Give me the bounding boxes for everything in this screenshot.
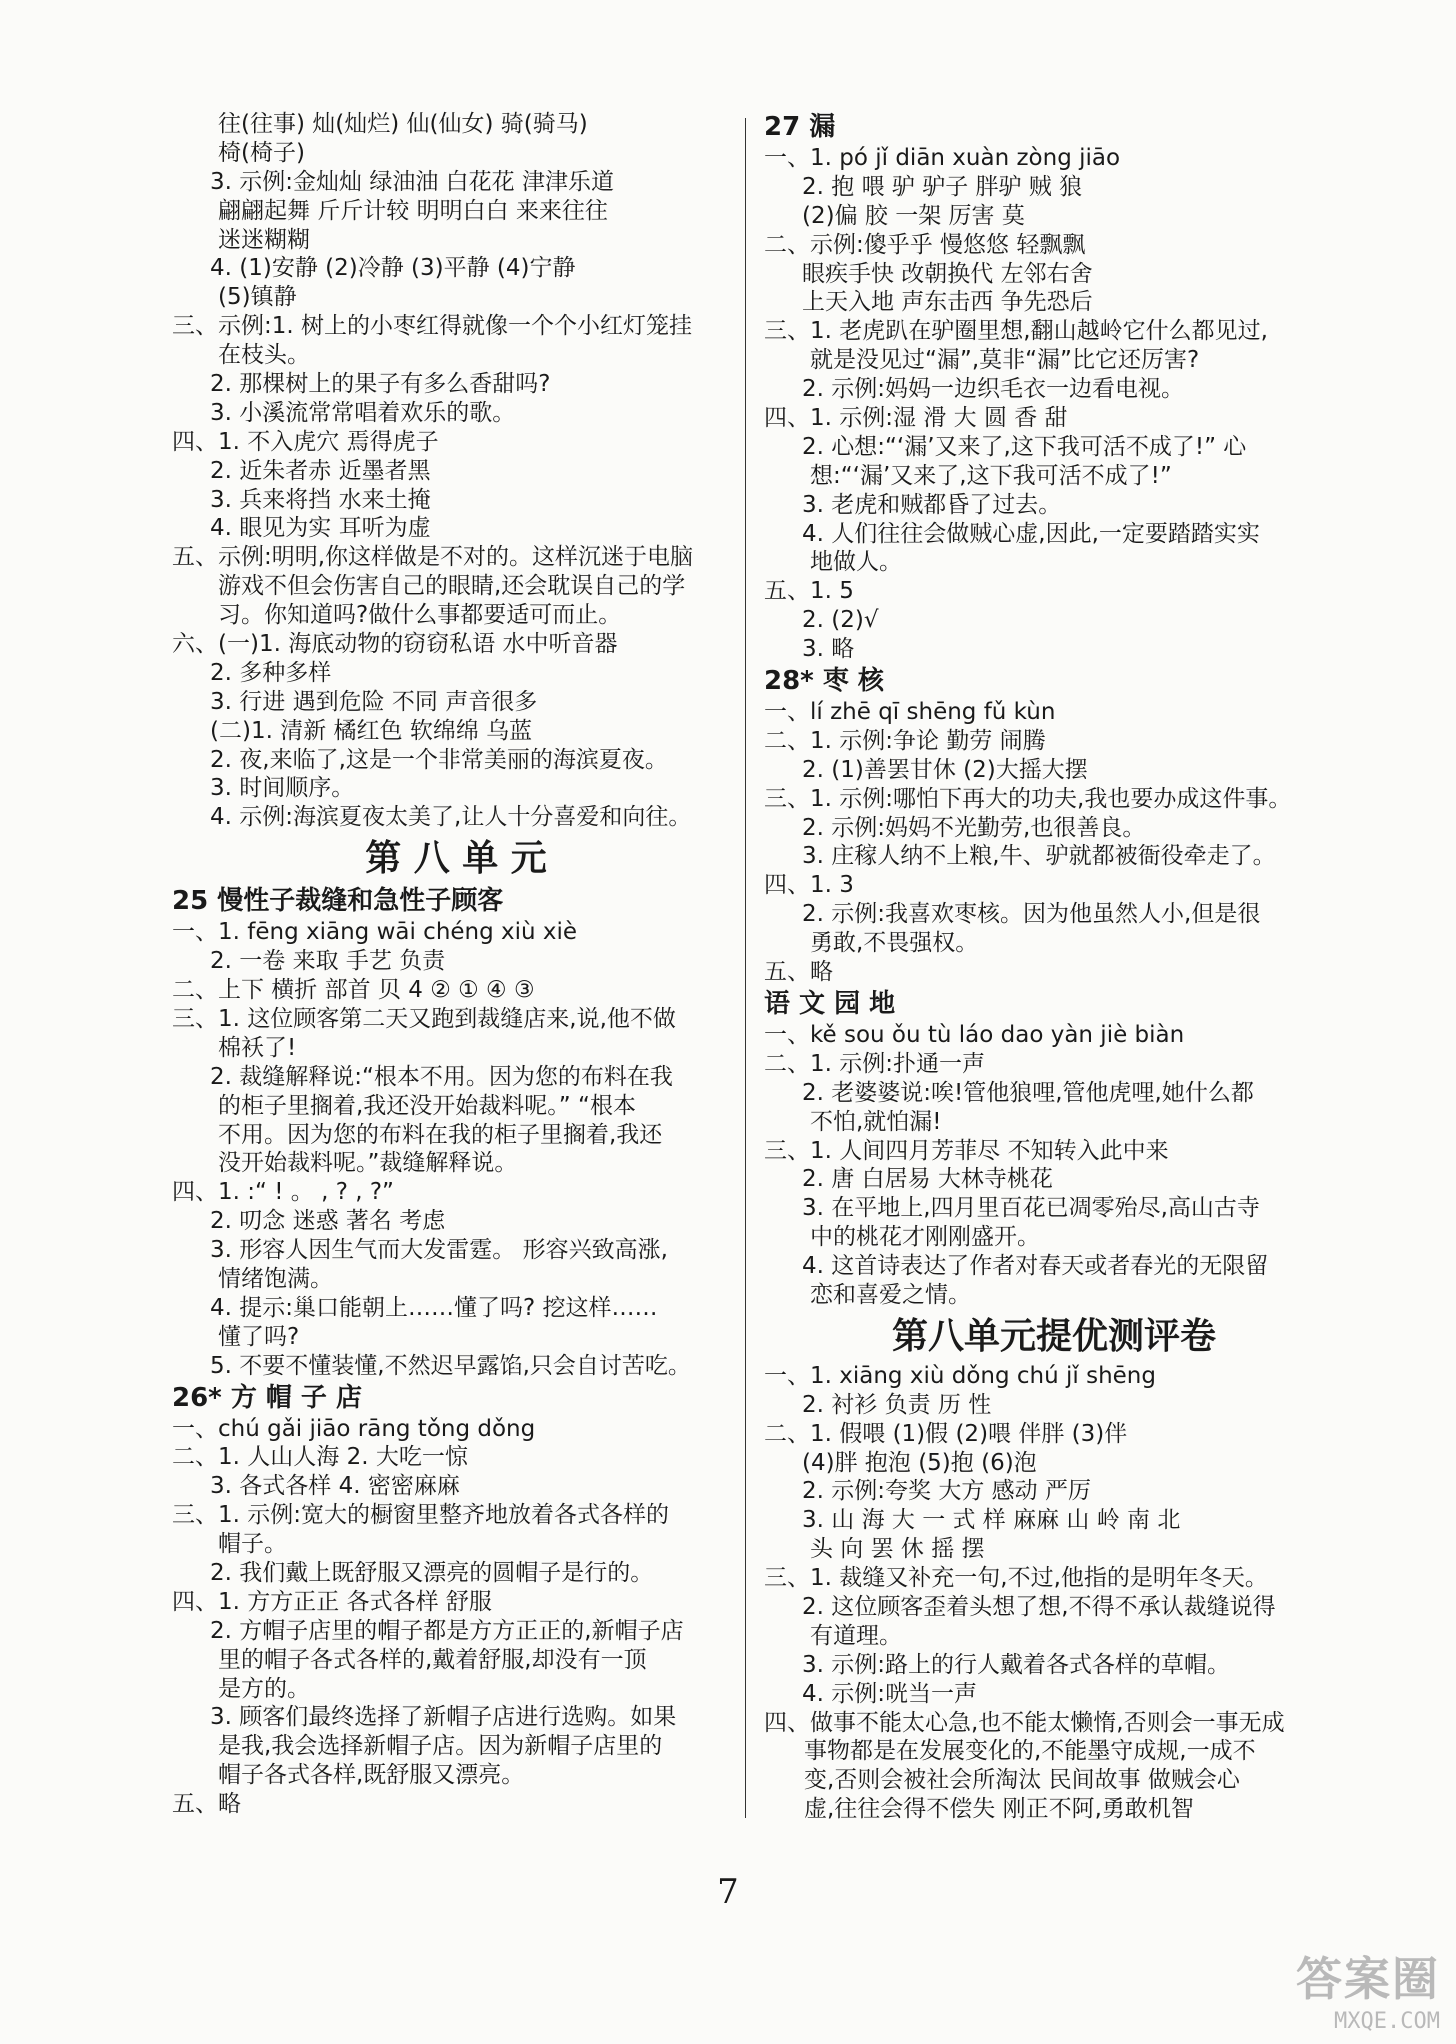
answer-line: 2. 这位顾客歪着头想了想,不得不承认裁缝说得 (802, 1593, 1276, 1620)
answer-line: 三、1. 示例:宽大的橱窗里整齐地放着各式各样的 (172, 1502, 670, 1529)
answer-line: 4. 眼见为实 耳听为虚 (210, 515, 431, 542)
answer-line: 没开始裁料呢。”裁缝解释说。 (218, 1150, 518, 1177)
answer-line: 棉袄了! (218, 1034, 297, 1061)
left-column (172, 110, 740, 1819)
answer-line: 3. 时间顺序。 (210, 775, 355, 802)
answer-line: 三、示例:1. 树上的小枣红得就像一个个小红灯笼挂 (172, 313, 693, 340)
answer-line: 四、1. 3 (764, 872, 854, 899)
answer-line: 3. 兵来将挡 水来土掩 (210, 486, 431, 513)
answer-line: 二、1. 示例:争论 勤劳 闹腾 (764, 727, 1046, 754)
answer-line: 2. 叨念 迷惑 著名 考虑 (210, 1208, 446, 1235)
answer-line: 3. 行进 遇到危险 不同 声音很多 (210, 688, 538, 715)
answer-line: 2. 多种多样 (210, 659, 332, 686)
answer-line: 四、1. 方方正正 各式各样 舒服 (172, 1588, 492, 1615)
answer-line: 3. 山 海 大 一 式 样 麻麻 山 岭 南 北 (802, 1507, 1181, 1534)
answer-line: 4. 这首诗表达了作者对春天或者春光的无限留 (802, 1253, 1269, 1280)
answer-line: 3. 小溪流常常唱着欢乐的歌。 (210, 399, 516, 426)
answer-line: 4. 示例:咣当一声 (802, 1680, 978, 1707)
answer-line: 四、1. 示例:湿 滑 大 圆 香 甜 (764, 405, 1068, 432)
answer-line: 一、lí zhē qī shēng fǔ kùn (764, 699, 1056, 726)
section-heading: 25 慢性子裁缝和急性子顾客 (172, 886, 504, 917)
answer-line: (5)镇静 (218, 284, 297, 311)
section-heading: 语 文 园 地 (764, 988, 896, 1019)
answer-line: 头 向 罢 休 摇 摆 (810, 1536, 985, 1563)
answer-line: 情绪饱满。 (218, 1265, 333, 1292)
answer-line: 游戏不但会伤害自己的眼睛,还会耽误自己的学 (218, 573, 686, 600)
answer-line: 想:“‘漏’又来了,这下我可活不成了!” (810, 462, 1172, 489)
answer-line: 2. (2)√ (802, 607, 879, 634)
section-heading: 27 漏 (764, 112, 836, 142)
answer-line: 2. 方帽子店里的帽子都是方方正正的,新帽子店 (210, 1617, 684, 1644)
answer-line: (二)1. 清新 橘红色 软绵绵 乌蓝 (210, 717, 533, 744)
answer-line: 有道理。 (810, 1622, 902, 1649)
answer-line: 四、做事不能太心急,也不能太懒惰,否则会一事无成 (764, 1709, 1285, 1736)
answer-line: 一、1. xiāng xiù dǒng chú jǐ shēng (764, 1362, 1156, 1389)
answer-line: 三、1. 人间四月芳菲尽 不知转入此中来 (764, 1137, 1169, 1164)
answer-line: 二、1. 人山人海 2. 大吃一惊 (172, 1444, 468, 1471)
answer-line: 2. 那棵树上的果子有多么香甜吗? (210, 371, 551, 398)
answer-line: 五、略 (172, 1791, 241, 1818)
answer-line: 变,否则会被社会所淘汰 民间故事 做贼会心 (804, 1767, 1240, 1794)
answer-line: 2. 衬衫 负责 历 性 (802, 1391, 992, 1418)
answer-line: 是方的。 (218, 1675, 310, 1702)
answer-line: 三、1. 老虎趴在驴圈里想,翻山越岭它什么都见过, (764, 318, 1268, 345)
answer-line: 3. 示例:路上的行人戴着各式各样的草帽。 (802, 1651, 1231, 1678)
answer-line: 二、1. 示例:扑通一声 (764, 1050, 986, 1077)
answer-line: 一、chú gǎi jiāo rāng tǒng dǒng (172, 1415, 536, 1442)
answer-line: 5. 不要不懂装懂,不然迟早露馅,只会自讨苦吃。 (210, 1352, 691, 1379)
answer-line: 椅(椅子) (218, 139, 305, 166)
answer-line: 翩翩起舞 斤斤计较 明明白白 来来往往 (218, 197, 608, 224)
answer-line: 不怕,就怕漏! (810, 1108, 942, 1135)
answer-line: 事物都是在发展变化的,不能墨守成规,一成不 (804, 1738, 1256, 1765)
answer-line: 就是没见过“漏”,莫非“漏”比它还厉害? (810, 347, 1200, 374)
answer-line: 2. 裁缝解释说:“根本不用。因为您的布料在我 (210, 1063, 673, 1090)
answer-line: 2. 老婆婆说:唉!管他狼哩,管他虎哩,她什么都 (802, 1079, 1254, 1106)
answer-line: 四、1. :“ ! 。 , ? , ?” (172, 1179, 394, 1206)
answer-line: 二、上下 横折 部首 贝 4 ② ① ④ ③ (172, 977, 535, 1004)
unit-heading: 第 八 单 元 (365, 837, 547, 880)
answer-line: 2. 夜,来临了,这是一个非常美丽的海滨夏夜。 (210, 746, 668, 773)
answer-line: 2. 示例:妈妈不光勤劳,也很善良。 (802, 814, 1146, 841)
page-number: 7 (717, 1872, 739, 1912)
answer-line: 2. 近朱者赤 近墨者黑 (210, 457, 431, 484)
answer-line: 中的桃花才刚刚盛开。 (810, 1224, 1040, 1251)
answer-line: 在枝头。 (218, 342, 310, 369)
answer-line: 的柜子里搁着,我还没开始裁料呢。” “根本 (218, 1092, 636, 1119)
answer-line: 迷迷糊糊 (218, 226, 310, 253)
watermark (1296, 1943, 1440, 2034)
watermark-url: MXQE.COM (1334, 2009, 1440, 2034)
answer-line: 二、示例:傻乎乎 慢悠悠 轻飘飘 (764, 231, 1086, 258)
answer-line: 2. 我们戴上既舒服又漂亮的圆帽子是行的。 (210, 1559, 654, 1586)
section-heading: 28* 枣 核 (764, 666, 884, 697)
answer-line: 2. 示例:妈妈一边织毛衣一边看电视。 (802, 376, 1185, 403)
answer-line: 3. 示例:金灿灿 绿油油 白花花 津津乐道 (210, 168, 614, 195)
answer-line: 五、略 (764, 959, 833, 986)
answer-line: 2. 心想:“‘漏’又来了,这下我可活不成了!” 心 (802, 433, 1247, 460)
answer-line: 一、1. fēng xiāng wāi chéng xiù xiè (172, 919, 578, 946)
answer-line: 是我,我会选择新帽子店。因为新帽子店里的 (218, 1733, 663, 1760)
answer-line: 五、1. 5 (764, 578, 854, 605)
answer-line: 2. 抱 喂 驴 驴子 胖驴 贼 狼 (802, 173, 1083, 200)
answer-line: 2. 一卷 来取 手艺 负责 (210, 948, 446, 975)
answer-line: 地做人。 (810, 549, 902, 576)
answer-line: 三、1. 裁缝又补充一句,不过,他指的是明年冬天。 (764, 1565, 1268, 1592)
right-column (764, 110, 1344, 1824)
answer-line: 勇敢,不畏强权。 (810, 930, 979, 957)
answer-line: 3. 各式各样 4. 密密麻麻 (210, 1473, 460, 1500)
answer-line: 三、1. 示例:哪怕下再大的功夫,我也要办成这件事。 (764, 785, 1292, 812)
unit-heading: 第八单元提优测评卷 (891, 1314, 1216, 1357)
answer-line: 虚,往往会得不偿失 刚正不阿,勇敢机智 (804, 1796, 1194, 1823)
answer-line: 帽子。 (218, 1531, 287, 1558)
answer-line: (2)偏 胶 一架 厉害 莫 (802, 202, 1025, 229)
answer-line: 帽子各式各样,既舒服又漂亮。 (218, 1762, 525, 1789)
watermark-logo: 答案圈 (1296, 1952, 1440, 2006)
answer-line: 2. 唐 白居易 大林寺桃花 (802, 1166, 1053, 1193)
answer-line: 三、1. 这位顾客第二天又跑到裁缝店来,说,他不做 (172, 1005, 676, 1032)
answer-line: 3. 形容人因生气而大发雷霆。 形容兴致高涨, (210, 1237, 668, 1264)
answer-line: 2. 示例:夸奖 大方 感动 严厉 (802, 1478, 1091, 1505)
answer-line: 往(往事) 灿(灿烂) 仙(仙女) 骑(骑马) (218, 111, 588, 137)
answer-line: 不用。因为您的布料在我的柜子里搁着,我还 (218, 1121, 663, 1148)
answer-line: 4. 提示:巢口能朝上……懂了吗? 挖这样…… (210, 1294, 658, 1321)
answer-line: 4. (1)安静 (2)冷静 (3)平静 (4)宁静 (210, 255, 576, 282)
answer-line: 四、1. 不入虎穴 焉得虎子 (172, 428, 439, 455)
answer-line: 六、(一)1. 海底动物的窃窃私语 水中听音器 (172, 631, 618, 658)
answer-line: 上天入地 声东击西 争先恐后 (802, 289, 1093, 316)
answer-line: 习。你知道吗?做什么事都要适可而止。 (218, 602, 622, 629)
answer-line: 4. 人们往往会做贼心虚,因此,一定要踏踏实实 (802, 520, 1260, 547)
answer-line: 二、1. 假喂 (1)假 (2)喂 伴胖 (3)伴 (764, 1420, 1128, 1447)
answer-line: 一、kě sou ǒu tù láo dao yàn jiè biàn (764, 1021, 1185, 1048)
answer-line: 3. 略 (802, 636, 855, 663)
answer-line: 3. 老虎和贼都昏了过去。 (802, 491, 1062, 518)
answer-line: 3. 庄稼人纳不上粮,牛、驴就都被衙役牵走了。 (802, 843, 1276, 870)
answer-line: 3. 顾客们最终选择了新帽子店进行选购。如果 (210, 1704, 677, 1731)
answer-line: 2. (1)善罢甘休 (2)大摇大摆 (802, 756, 1088, 783)
answer-line: 4. 示例:海滨夏夜太美了,让人十分喜爱和向往。 (210, 804, 692, 831)
answer-line: 懂了吗? (218, 1323, 300, 1350)
answer-line: 眼疾手快 改朝换代 左邻右舍 (802, 260, 1093, 287)
answer-line: (4)胖 抱泡 (5)抱 (6)泡 (802, 1449, 1037, 1476)
answer-line: 2. 示例:我喜欢枣核。因为他虽然人小,但是很 (802, 901, 1261, 928)
answer-line: 一、1. pó jǐ diān xuàn zòng jiāo (764, 145, 1121, 171)
answer-line: 里的帽子各式各样的,戴着舒服,却没有一顶 (218, 1646, 647, 1673)
answer-line: 3. 在平地上,四月里百花已凋零殆尽,高山古寺 (802, 1195, 1260, 1222)
answer-line: 五、示例:明明,你这样做是不对的。这样沉迷于电脑 (172, 544, 694, 571)
answer-line: 恋和喜爱之情。 (810, 1281, 971, 1308)
section-heading: 26* 方 帽 子 店 (172, 1382, 362, 1413)
column-divider (745, 118, 746, 1818)
